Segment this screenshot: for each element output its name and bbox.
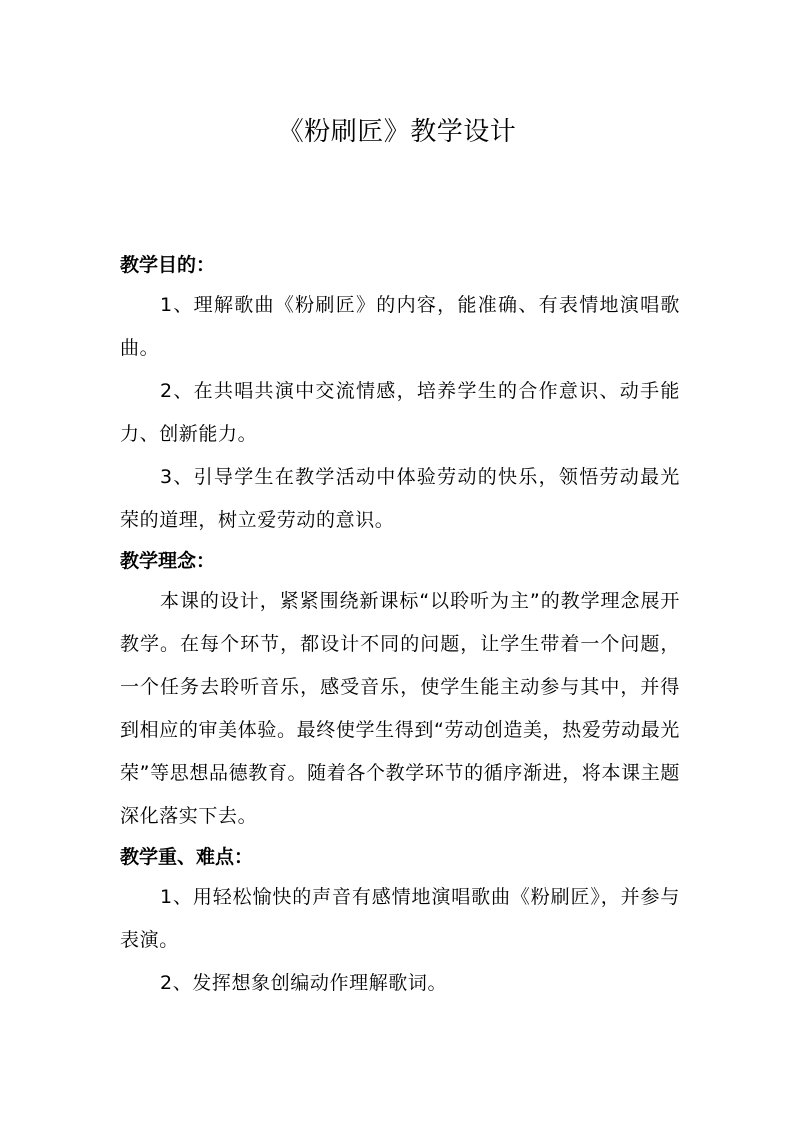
section-teaching-goals [120,246,680,542]
paragraph: 2、在共唱共演中交流情感，培养学生的合作意识、动手能力、创新能力。 [120,380,680,445]
section-heading: 教学目的： [120,254,216,276]
section-heading: 教学理念： [120,550,216,572]
document-title: 《粉刷匠》教学设计 [277,117,517,147]
paragraph: 1、用轻松愉快的声音有感情地演唱歌曲《粉刷匠》，并参与表演。 [120,886,680,951]
paragraph: 本课的设计，紧紧围绕新课标“以聆听为主”的教学理念展开教学。在每个环节，都设计不同的问题，让学生带着一个问题，一个任务去聆听音乐，感受音乐，使学生能主动参与其中，并得到相应的审美体验。最终使学生得到“劳动创造美，热爱劳动最光荣”等思想品德教育。随着各个教学环节的循序渐进，将本课主题深化落实下去。 [120,590,680,827]
section-heading: 教学重、难点： [120,846,254,868]
paragraph: 2、发挥想象创编动作理解歌词。 [160,972,448,994]
paragraph: 1、理解歌曲《粉刷匠》的内容，能准确、有表情地演唱歌曲。 [120,294,680,359]
section-key-difficult-points [120,838,680,1005]
section-teaching-concept [120,542,680,838]
document-body [120,246,680,1005]
paragraph: 3、引导学生在教学活动中体验劳动的快乐，领悟劳动最光荣的道理，树立爱劳动的意识。 [120,466,680,531]
